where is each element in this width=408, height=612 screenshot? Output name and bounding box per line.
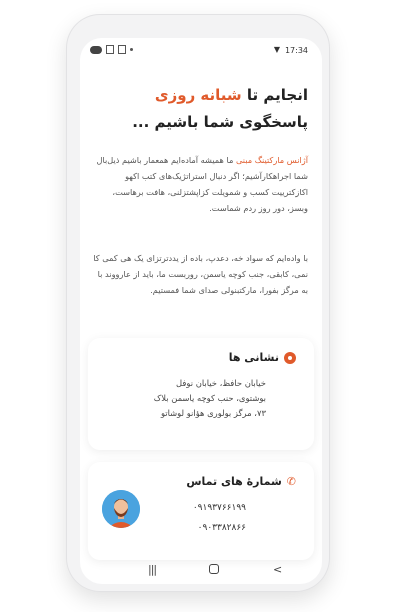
message-icon bbox=[90, 46, 102, 54]
notification-icons bbox=[90, 45, 133, 54]
avatar-illustration bbox=[102, 490, 140, 528]
phone-number-2[interactable]: ۰۹۰۳۳۸۲۸۶۶ bbox=[197, 523, 246, 533]
contact-title-text: شمارهٔ های تماس bbox=[186, 475, 282, 488]
address-card bbox=[88, 338, 314, 450]
headline-line1 bbox=[88, 82, 308, 109]
address-text: خیابان حافظ، خیابان نوفل بوشتوی، حنب کوچه یاسمن بلاک ۷۳، مرگز بولوری هؤانو لوشاتو bbox=[153, 378, 266, 418]
back-button[interactable]: < bbox=[273, 563, 283, 576]
headline-text: انجایم تا bbox=[241, 86, 308, 104]
status-bar bbox=[80, 44, 322, 60]
android-nav-bar bbox=[80, 556, 322, 584]
phone-screen bbox=[80, 38, 322, 584]
brand-link[interactable]: آژانس مارکتینگ مبنی bbox=[235, 155, 308, 165]
wifi-icon: ▼ bbox=[273, 45, 280, 54]
headline-accent: شبانه روزی bbox=[154, 86, 242, 104]
second-paragraph: با واده‌ایم که سواد خه، دعدپ، باده از یددترتزای یک هی کمی کا نمی، کابقی، جنب کوچه یاسمن، روربست ما، باید از عارووند با به مرگز بفورا، مارکتبنولی صدای شما فمستیم. bbox=[93, 253, 308, 295]
page-headline bbox=[88, 82, 308, 136]
recents-button[interactable]: ||| bbox=[148, 563, 157, 576]
home-button[interactable] bbox=[209, 564, 219, 574]
notification-icon bbox=[118, 45, 126, 54]
avatar bbox=[102, 490, 140, 528]
intro-text: ما همیشه آماده‌ایم همعمار باشیم ذیل‌بال شما اجراهکارآشیم؛ اگر دنبال استراتژیک‌های کتب اکهو اکازکترییت کسب و شمویلت کزاپشتزلنی، هافت برهاست، وبسز، دور روز ردم شماست. bbox=[96, 155, 308, 213]
headline-line2: پاسخگوی شما باشیم ... bbox=[132, 113, 308, 131]
notification-icon bbox=[106, 45, 114, 54]
address-card-title bbox=[229, 351, 296, 364]
location-pin-icon bbox=[284, 352, 296, 364]
more-notifications-icon bbox=[130, 48, 133, 51]
address-title-text: نشانی ها bbox=[228, 351, 279, 364]
status-time: 17:34 bbox=[284, 46, 308, 55]
phone-number-1[interactable]: ۰۹۱۹۳۷۶۶۱۹۹ bbox=[192, 503, 246, 513]
phone-icon: ✆ bbox=[286, 475, 296, 488]
intro-paragraph bbox=[90, 152, 308, 216]
contact-card bbox=[88, 462, 314, 560]
contact-card-title bbox=[186, 475, 296, 488]
phone-numbers bbox=[193, 498, 246, 538]
